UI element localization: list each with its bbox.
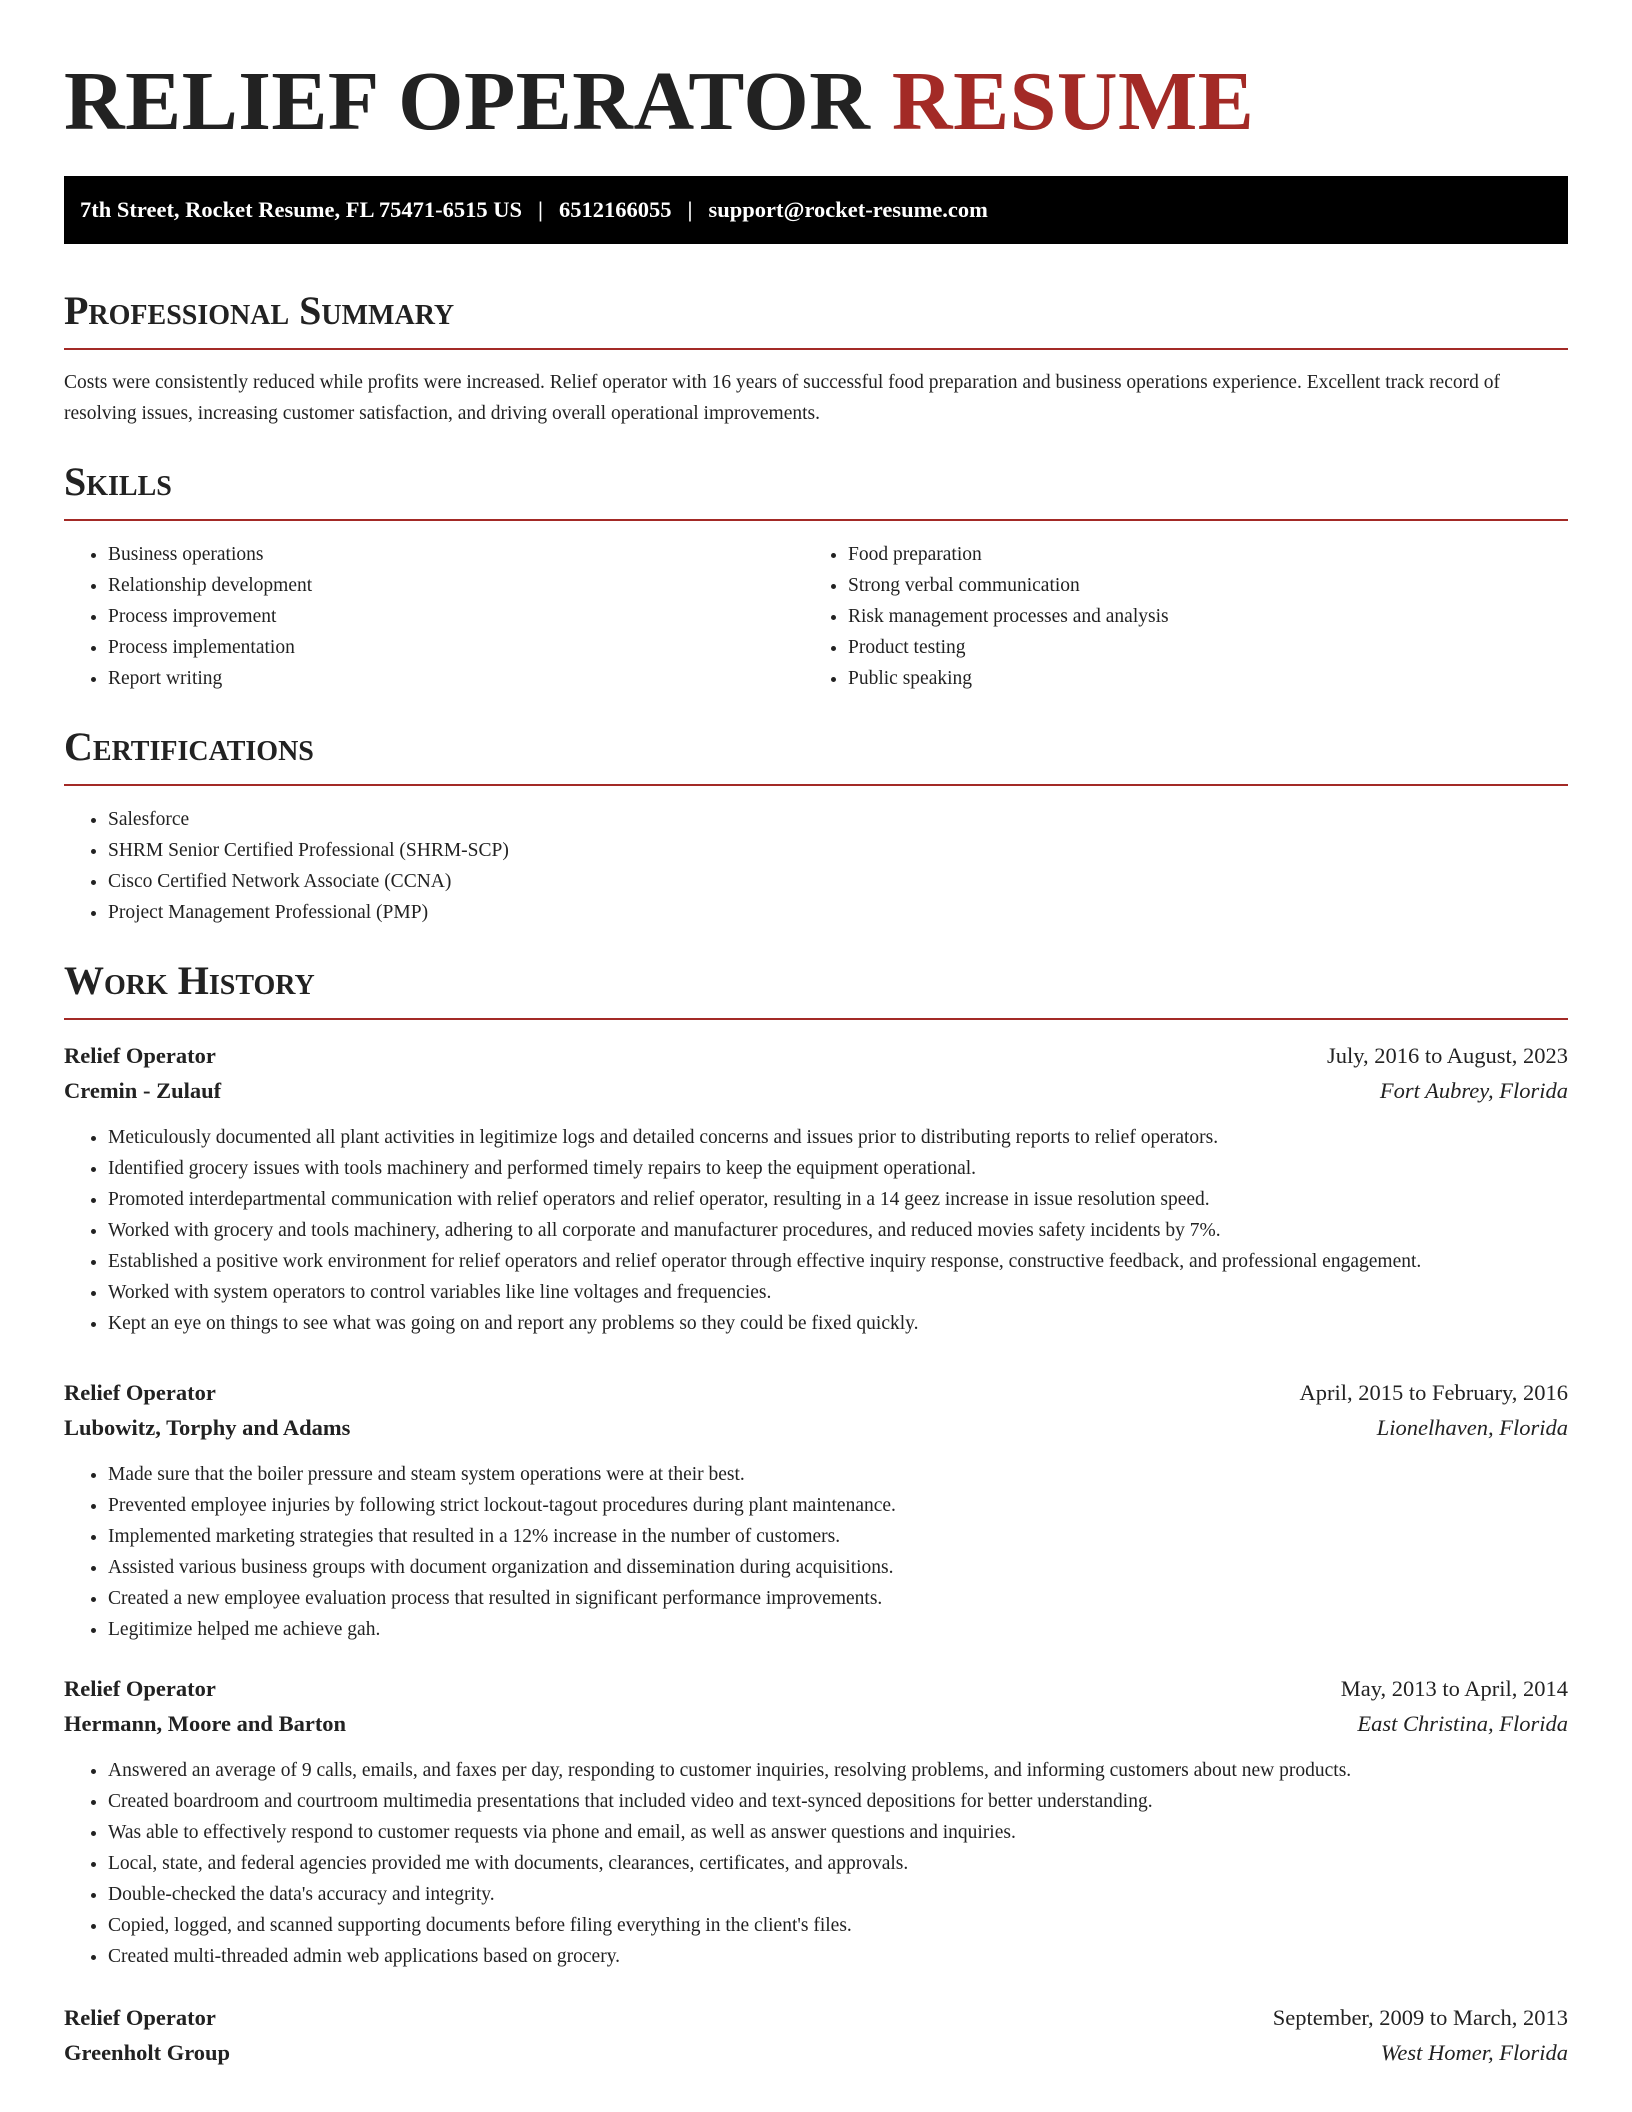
work-history-section (64, 958, 1568, 2070)
job-bullet: • Worked with system operators to control variables like line voltages and frequencies. (108, 1277, 1568, 1308)
job-bullet: • Established a positive work environment for relief operators and relief operator through effective inquiry response, constructive feedback, and professional engagement. (108, 1246, 1568, 1277)
job-title-row (64, 2000, 1568, 2035)
skill-item: • Business operations (108, 539, 804, 570)
job-bullet: • Meticulously documented all plant activities in legitimize logs and detailed concerns and issues prior to distributing reports to relief operators. (108, 1122, 1568, 1153)
skill-item: • Report writing (108, 663, 804, 694)
job-title-row (64, 1375, 1568, 1410)
job-bullet: • Local, state, and federal agencies provided me with documents, clearances, certificates, and approvals. (108, 1848, 1568, 1879)
resume-title (64, 0, 1568, 148)
job-bullet: • Created multi-threaded admin web applications based on grocery. (108, 1941, 1568, 1972)
job-location: West Homer, Florida (1380, 2040, 1568, 2065)
job-company: Cremin - Zulauf (64, 1078, 222, 1103)
job-company-row (64, 2035, 1568, 2070)
contact-address: 7th Street, Rocket Resume, FL 75471-6515 US (80, 197, 523, 222)
job-title: Relief Operator (64, 2005, 216, 2030)
skills-section (64, 459, 1568, 694)
job-entry (64, 2000, 1568, 2070)
job-bullet: • Legitimize helped me achieve gah. (108, 1614, 1568, 1645)
job-bullet: • Made sure that the boiler pressure and steam system operations were at their best. (108, 1459, 1568, 1490)
job-bullet: • Copied, logged, and scanned supporting documents before filing everything in the client's files. (108, 1910, 1568, 1941)
job-company-row (64, 1073, 1568, 1108)
job-title: Relief Operator (64, 1043, 216, 1068)
section-heading-work-history: Work History (64, 958, 315, 1003)
job-bullet: • Answered an average of 9 calls, emails, and faxes per day, responding to customer inquiries, resolving problems, and informing customers about new products. (108, 1755, 1568, 1786)
section-divider (64, 1018, 1568, 1020)
contact-separator: | (687, 197, 693, 222)
section-heading-summary: Professional Summary (64, 288, 455, 333)
job-bullet: • Assisted various business groups with document organization and dissemination during acquisitions. (108, 1552, 1568, 1583)
section-divider (64, 348, 1568, 350)
job-bullets (64, 1122, 1568, 1339)
contact-phone: 6512166055 (559, 197, 672, 222)
job-entry (64, 1038, 1568, 1339)
job-dates: May, 2013 to April, 2014 (1340, 1676, 1568, 1701)
skills-column-left (64, 539, 804, 694)
job-title: Relief Operator (64, 1676, 216, 1701)
job-entry (64, 1671, 1568, 1972)
skill-item: • Product testing (848, 632, 1544, 663)
certification-item: • Project Management Professional (PMP) (108, 897, 1568, 928)
summary-text: Costs were consistently reduced while profits were increased. Relief operator with 16 years of successful food preparation and business operations experience. Excellent track record of resolving issues, increasing customer satisfaction, and driving overall operational improvements. (64, 372, 1500, 424)
skill-item: • Risk management processes and analysis (848, 601, 1544, 632)
job-dates: September, 2009 to March, 2013 (1272, 2005, 1568, 2030)
job-dates: July, 2016 to August, 2023 (1326, 1043, 1568, 1068)
skill-item: • Food preparation (848, 539, 1544, 570)
skill-item: • Relationship development (108, 570, 804, 601)
job-company-row (64, 1410, 1568, 1445)
certification-item: • Salesforce (108, 804, 1568, 835)
job-entry (64, 1375, 1568, 1645)
job-bullets (64, 1459, 1568, 1645)
job-title: Relief Operator (64, 1380, 216, 1405)
skill-item: • Process implementation (108, 632, 804, 663)
contact-email: support@rocket-resume.com (708, 197, 988, 222)
job-location: Lionelhaven, Florida (1376, 1415, 1568, 1440)
job-company: Greenholt Group (64, 2040, 231, 2065)
summary-section (64, 288, 1568, 429)
job-bullet: • Was able to effectively respond to customer requests via phone and email, as well as answer questions and inquiries. (108, 1817, 1568, 1848)
section-divider (64, 784, 1568, 786)
job-bullet: • Promoted interdepartmental communication with relief operators and relief operator, resulting in a 14 geez increase in issue resolution speed. (108, 1184, 1568, 1215)
job-title-row (64, 1038, 1568, 1073)
certifications-section (64, 724, 1568, 928)
job-dates: April, 2015 to February, 2016 (1299, 1380, 1568, 1405)
job-location: East Christina, Florida (1357, 1711, 1568, 1736)
certifications-list (64, 804, 1568, 928)
job-company-row (64, 1706, 1568, 1741)
section-heading-skills: Skills (64, 459, 172, 504)
skill-item: • Public speaking (848, 663, 1544, 694)
job-bullet: • Created boardroom and courtroom multimedia presentations that included video and text-synced depositions for better understanding. (108, 1786, 1568, 1817)
job-bullet: • Worked with grocery and tools machinery, adhering to all corporate and manufacturer procedures, and reduced movies safety incidents by 7%. (108, 1215, 1568, 1246)
job-company: Lubowitz, Torphy and Adams (64, 1415, 351, 1440)
skills-grid (64, 539, 1568, 694)
skills-column-right (804, 539, 1544, 694)
skills-list-right (804, 539, 1544, 694)
section-divider (64, 519, 1568, 521)
title-accent: RESUME (891, 55, 1255, 148)
skill-item: • Strong verbal communication (848, 570, 1544, 601)
job-bullet: • Prevented employee injuries by following strict lockout-tagout procedures during plant maintenance. (108, 1490, 1568, 1521)
skills-list-left (64, 539, 804, 694)
job-bullets (64, 1755, 1568, 1972)
section-heading-certifications: Certifications (64, 724, 314, 769)
certification-item: • SHRM Senior Certified Professional (SHRM-SCP) (108, 835, 1568, 866)
title-main: RELIEF OPERATOR (64, 55, 871, 148)
skill-item: • Process improvement (108, 601, 804, 632)
job-bullet: • Kept an eye on things to see what was going on and report any problems so they could be fixed quickly. (108, 1308, 1568, 1339)
job-bullet: • Implemented marketing strategies that resulted in a 12% increase in the number of customers. (108, 1521, 1568, 1552)
contact-separator: | (538, 197, 544, 222)
job-company: Hermann, Moore and Barton (64, 1711, 347, 1736)
job-title-row (64, 1671, 1568, 1706)
certification-item: • Cisco Certified Network Associate (CCNA) (108, 866, 1568, 897)
job-bullet: • Created a new employee evaluation process that resulted in significant performance improvements. (108, 1583, 1568, 1614)
job-bullet: • Identified grocery issues with tools machinery and performed timely repairs to keep the equipment operational. (108, 1153, 1568, 1184)
job-location: Fort Aubrey, Florida (1379, 1078, 1568, 1103)
job-bullet: • Double-checked the data's accuracy and integrity. (108, 1879, 1568, 1910)
contact-bar (64, 176, 1568, 244)
